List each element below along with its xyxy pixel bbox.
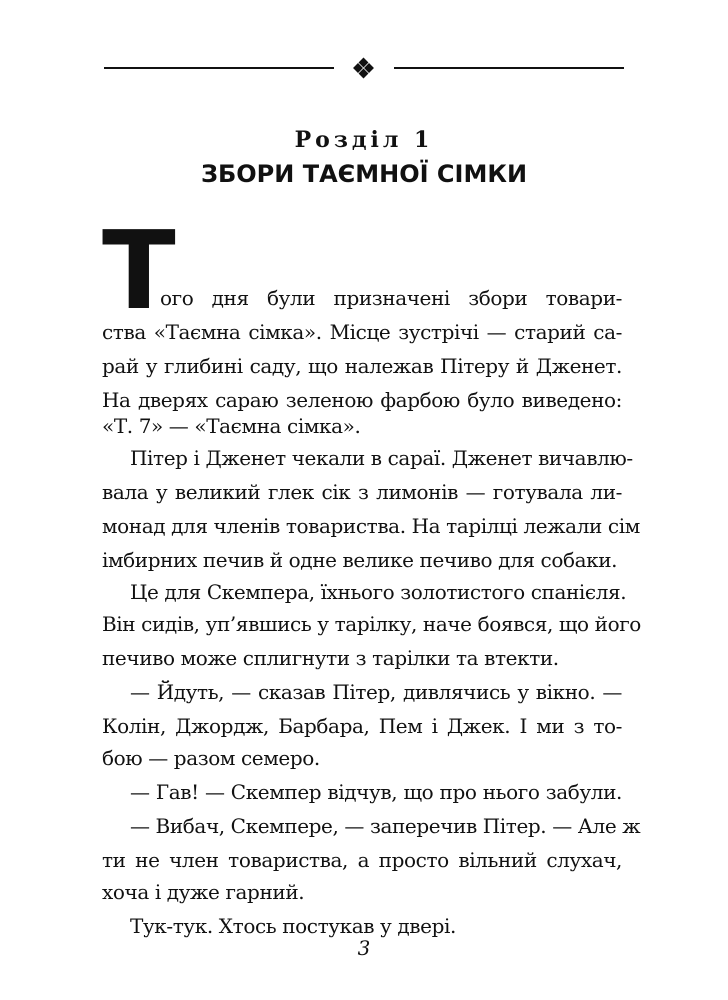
text-line: «Т. 7» — «Таємна сімка». — [102, 414, 361, 438]
text-line: імбирних печив й одне велике печиво для собаки. — [102, 548, 618, 572]
text-line: ства «Таємна сімка». Місце зустрічі — старий са- — [102, 320, 622, 344]
text-line: монад для членів товариства. На тарілці лежали сім — [102, 514, 640, 538]
ornament-rule — [104, 56, 624, 80]
page-number: 3 — [357, 936, 371, 960]
text-line: Він сидів, уп’явшись у тарілку, наче боявся, що його — [102, 612, 641, 636]
chapter-title: ЗБОРИ ТАЄМНОЇ СІМКИ — [200, 160, 528, 188]
text-line: печиво може сплигнути з тарілки та втекти. — [102, 646, 559, 670]
text-line: На дверях сараю зеленою фарбою було виведено: — [102, 388, 622, 412]
chapter-label: Розділ 1 — [294, 127, 434, 153]
rule-line-left — [104, 67, 334, 69]
text-line: Колін, Джордж, Барбара, Пем і Джек. І ми з то- — [102, 714, 622, 738]
text-line: Це для Скемпера, їхнього золотистого спанієля. — [130, 580, 627, 604]
text-line: — Гав! — Скемпер відчув, що про нього забули. — [130, 780, 622, 804]
text-line: хоча і дуже гарний. — [102, 880, 305, 904]
text-line: бою — разом семеро. — [102, 746, 320, 770]
text-line: Пітер і Дженет чекали в сараї. Дженет вичавлю- — [130, 446, 633, 470]
drop-cap: Т — [102, 209, 176, 334]
text-line: рай у глибині саду, що належав Пітеру й Дженет. — [102, 354, 622, 378]
text-line: — Вибач, Скемпере, — заперечив Пітер. — Але ж — [130, 814, 641, 838]
rule-line-right — [394, 67, 624, 69]
ornament-diamond-icon — [348, 56, 380, 80]
text-line: ого дня були призначені збори товари- — [160, 286, 622, 310]
text-line: Тук-тук. Хтось постукав у двері. — [130, 914, 456, 938]
text-line: — Йдуть, — сказав Пітер, дивлячись у вікно. — — [130, 680, 622, 704]
text-line: ти не член товариства, а просто вільний слухач, — [102, 848, 622, 872]
text-line: вала у великий глек сік з лимонів — готувала ли- — [102, 480, 622, 504]
